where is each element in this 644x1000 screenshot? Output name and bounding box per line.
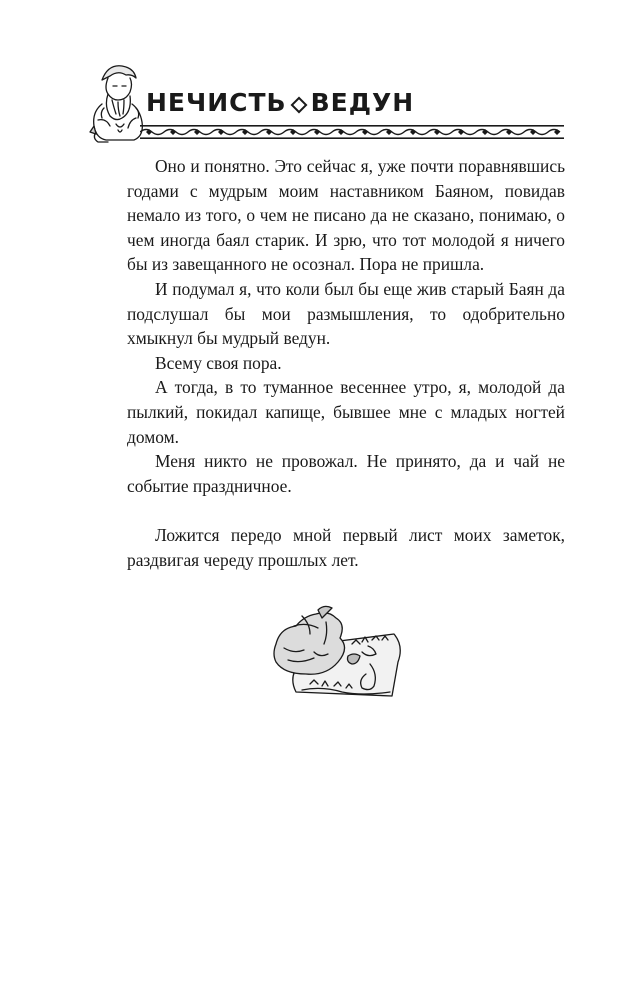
paragraph: Всему своя пора.	[155, 352, 282, 373]
scroll-and-sack-icon	[266, 604, 408, 704]
title-separator-diamond-icon	[290, 96, 307, 113]
paragraph: А тогда, в то туманное весеннее утро, я, молодой да пылкий, покидал капище, бывшее мне с младых ногтей домом.	[127, 377, 565, 447]
series-title-left: НЕЧИСТЬ	[146, 88, 287, 117]
book-series-title	[146, 88, 414, 117]
body-text	[127, 154, 565, 572]
series-title-right: ВЕДУН	[310, 88, 415, 117]
ornamental-border-band	[140, 125, 564, 139]
paragraph: Оно и понятно. Это сейчас я, уже почти поравнявшись годами с мудрым моим наставником Баяном, повидав немало из того, о чем не писано да не сказано, понимаю, о чем иногда баял старик. И зрю, что тот молодой я ничего бы из завещанного не осознал. Пора не пришла.	[127, 156, 565, 275]
paragraph: И подумал я, что коли был бы еще жив старый Баян да подслушал бы мои размышления, то одобрительно хмыкнул бы мудрый ведун.	[127, 278, 565, 349]
paragraph: Ложится передо мной первый лист моих заметок, раздвигая череду прошлых лет.	[127, 524, 565, 570]
running-header	[88, 60, 564, 150]
paragraph: Меня никто не провожал. Не принято, да и чай не событие праздничное.	[127, 451, 565, 496]
